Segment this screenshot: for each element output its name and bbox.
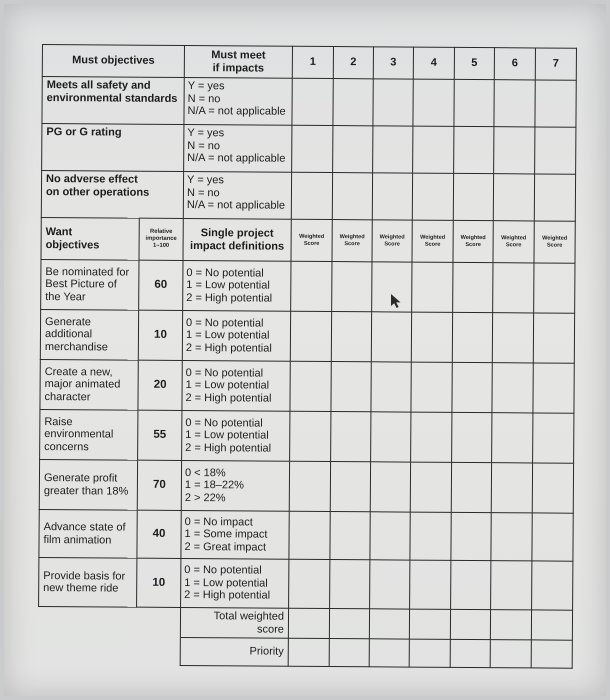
weighted-score-cell[interactable] [371,362,411,412]
weighted-score-cell[interactable] [533,313,574,363]
definition-line: 1 = Low potential [186,279,270,292]
weighted-score-line: Score [384,240,400,248]
project-number-4: 4 [413,47,454,79]
weighted-score-header [493,221,534,263]
must-objective-line: PG or G rating [46,126,122,139]
weighted-score-line: Score [465,241,481,248]
must-objective [42,77,184,125]
definition-line: Y = yes [187,80,225,93]
want-objective-line: Advance state of [43,521,126,534]
must-entry-cell[interactable] [494,127,535,174]
weighted-score-cell[interactable] [533,413,574,463]
weighted-score-line: Weighted [379,234,405,241]
weighted-score-cell[interactable] [533,363,574,413]
must-entry-cell[interactable] [413,79,454,126]
definition-line: N/A = not applicable [187,152,286,165]
definition-line: 2 > 22% [184,491,226,505]
weighted-score-cell[interactable] [291,261,332,311]
total-spacer [38,606,180,637]
want-objective [40,309,138,360]
weighted-score-cell[interactable] [331,312,371,362]
must-objective [41,171,183,219]
must-entry-cell[interactable] [453,173,493,220]
definition-line: 2 = Great impact [184,540,267,554]
weighted-score-cell[interactable] [491,513,532,561]
must-meet-header-line: if impacts [212,61,265,75]
must-entry-cell[interactable] [332,173,372,220]
definitions-header-line: Single project [200,227,274,240]
want-row [41,259,575,313]
want-objective [40,409,138,460]
want-row [39,557,573,610]
want-header-line: objectives [45,238,100,251]
weighted-score-cell[interactable] [370,560,410,609]
total-score-cell[interactable] [369,609,409,639]
definition-line: Y = yes [187,174,224,187]
project-number-3: 3 [373,47,413,79]
photo-background [4,4,606,696]
weighted-score-cell[interactable] [491,463,532,513]
must-entry-cell[interactable] [535,127,576,174]
weighted-score-cell[interactable] [491,561,532,610]
definitions-header-line: impact definitions [189,239,285,253]
must-meet-header [184,45,292,78]
weighted-score-cell[interactable] [330,560,370,609]
priority-cell[interactable] [531,640,572,668]
weighted-score-cell[interactable] [371,312,411,362]
definition-line: N = no [187,139,221,152]
priority-spacer [38,636,180,665]
want-objective-line: greater than 18% [43,484,129,498]
weighted-score-cell[interactable] [452,312,492,362]
weighted-score-line: Score [546,242,563,249]
want-objective [39,557,137,607]
want-objective-line: additional [44,328,93,341]
must-entry-cell[interactable] [292,125,333,172]
weighted-score-cell[interactable] [532,561,573,610]
priority-cell[interactable] [288,638,329,666]
definition-line: 1 = 18–22% [184,479,244,492]
definition-line: 2 = High potential [185,391,272,405]
must-entry-cell[interactable] [333,126,373,173]
weighted-score-cell[interactable] [412,262,453,312]
weighted-score-cell[interactable] [290,361,331,411]
priority-cell[interactable] [409,639,450,667]
weighted-score-cell[interactable] [451,462,491,512]
must-row [41,171,575,222]
weighted-score-cell[interactable] [332,262,372,312]
total-score-cell[interactable] [288,608,329,638]
impact-definitions [181,558,289,608]
must-header-row [42,45,576,81]
definition-line: 0 = No impact [184,515,253,529]
must-entry-cell[interactable] [494,80,535,127]
mouse-pointer-icon [390,293,404,309]
weighted-score-cell[interactable] [289,461,330,511]
definition-line: N/A = not applicable [186,199,286,212]
want-objective [41,259,139,310]
must-entry-cell[interactable] [292,78,333,125]
want-objectives-header [41,217,139,260]
weighted-score-cell[interactable] [330,512,370,560]
weighted-score-line: Weighted [299,233,325,240]
must-entry-cell[interactable] [291,172,332,219]
weighted-score-cell[interactable] [411,362,452,412]
priority-cell[interactable] [369,639,409,667]
weighted-score-cell[interactable] [532,513,573,561]
weighted-score-line: Weighted [542,235,568,242]
must-entry-cell[interactable] [454,126,494,173]
weighted-score-cell[interactable] [290,411,331,461]
must-entry-cell[interactable] [413,126,454,173]
definition-line: N = no [187,92,221,105]
weighted-score-cell[interactable] [411,412,452,462]
relative-importance-value: 10 [137,558,181,607]
weighted-score-cell[interactable] [330,462,370,512]
definition-line: 1 = Low potential [185,329,270,342]
want-row [39,509,573,561]
relative-importance-value: 20 [138,360,182,410]
project-number-6: 6 [494,48,535,80]
want-objective [39,509,137,558]
definition-line: N/A = not applicable [187,105,286,118]
weighted-score-cell[interactable] [411,312,452,362]
weighted-score-header [291,219,332,261]
project-number-1: 1 [292,46,333,78]
want-header-row [41,217,575,263]
must-definitions [184,124,292,172]
must-entry-cell[interactable] [535,80,576,127]
want-objective-line: new theme ride [43,582,119,595]
priority-cell[interactable] [329,639,369,667]
must-objectives-header: Must objectives [42,45,184,78]
must-definitions [183,171,291,219]
weighted-score-line: Score [303,240,320,247]
total-score-cell[interactable] [450,609,490,639]
must-row [42,124,576,175]
must-entry-cell[interactable] [372,173,412,220]
weighted-score-cell[interactable] [492,313,533,363]
want-row [39,459,573,513]
project-screening-matrix [38,44,577,669]
definition-line: 1 = Low potential [184,576,268,590]
priority-row [38,636,572,668]
must-objective-line: on other operations [45,185,150,199]
screening-matrix-sheet [38,44,576,669]
weighted-score-line: Score [505,241,522,248]
want-objective-line: character [44,390,91,404]
weighted-score-cell[interactable] [371,412,411,462]
must-objective [42,124,184,172]
weighted-score-line: Weighted [339,234,365,241]
weighted-score-cell[interactable] [452,412,492,462]
project-number-5: 5 [454,47,494,79]
weighted-score-cell[interactable] [451,512,491,560]
weighted-score-cell[interactable] [370,512,410,560]
impact-definitions [182,310,290,361]
weighted-score-line: Weighted [420,234,446,241]
weighted-score-cell[interactable] [289,559,330,608]
want-objective-line: environmental [44,428,114,441]
total-row [38,606,572,640]
relative-importance-value: 55 [138,410,182,460]
definition-line: 1 = Low potential [185,379,270,392]
importance-header-line: 1–100 [153,242,170,249]
weighted-score-cell[interactable] [492,413,533,463]
definition-line: 0 = No potential [186,316,264,330]
want-row [40,309,574,363]
weighted-score-cell[interactable] [493,263,534,313]
must-entry-cell[interactable] [493,174,534,221]
want-objective-line: Generate profit [43,472,118,485]
priority-cell[interactable] [490,640,531,668]
must-objective-line: Meets all safety and [46,79,151,92]
want-objective-line: Raise [44,415,73,428]
weighted-score-cell[interactable] [290,311,331,361]
impact-definitions [183,260,291,311]
weighted-score-line: Score [344,240,360,247]
relative-importance-value: 70 [137,460,181,510]
project-number-2: 2 [333,47,373,79]
must-entry-cell[interactable] [333,79,373,126]
weighted-score-cell[interactable] [410,512,451,560]
definition-line: 0 = No potential [186,266,264,280]
weighted-score-cell[interactable] [331,362,371,412]
weighted-score-header [534,221,575,263]
must-objective-line: environmental standards [46,91,178,105]
total-score-cell[interactable] [409,609,450,639]
must-entry-cell[interactable] [454,79,494,126]
want-objective-line: film animation [43,533,112,546]
relative-importance-value: 60 [139,260,183,310]
relative-importance-value: 10 [138,310,182,360]
must-row [42,77,576,128]
want-objective-line: the Year [45,290,86,304]
weighted-score-cell[interactable] [289,511,330,559]
must-entry-cell[interactable] [373,79,413,126]
want-objective-line: Provide basis for [43,569,126,583]
weighted-score-line: Weighted [460,234,486,242]
must-objective-line: No adverse effect [46,173,138,186]
definition-line: 2 = High potential [186,291,273,305]
weighted-score-cell[interactable] [410,560,451,609]
want-objective-line: major animated [44,378,121,391]
definition-line: 0 = No potential [185,366,264,380]
weighted-score-header [332,220,372,262]
want-objective-line: Generate [45,315,91,329]
want-objective-line: Create a new, [44,365,113,379]
total-weighted-score-label: Total weighted score [180,607,288,638]
must-entry-cell[interactable] [412,173,453,220]
weighted-score-line: Score [424,241,441,248]
weighted-score-cell[interactable] [452,362,492,412]
want-objective-line: Be nominated for [45,265,130,279]
weighted-score-cell[interactable] [492,363,533,413]
want-objective-line: concerns [44,440,89,454]
definition-line: N = no [186,186,220,199]
want-row [40,359,574,413]
definition-line: 0 < 18% [184,466,226,480]
relative-importance-value: 40 [137,510,181,558]
want-objective-line: Best Picture of [45,278,117,291]
total-score-cell[interactable] [531,610,572,640]
want-row [40,409,574,463]
total-score-cell[interactable] [329,609,369,639]
definition-line: 0 = No potential [185,416,263,430]
want-objective-line: merchandise [44,340,108,354]
impact-definitions [182,360,290,411]
weighted-score-cell[interactable] [534,263,575,313]
impact-definitions [181,460,289,511]
weighted-score-cell[interactable] [453,262,493,312]
want-header-line: Want [45,226,73,239]
definition-line: 2 = High potential [185,341,272,355]
weighted-score-line: Weighted [501,235,527,242]
priority-label: Priority [180,637,288,666]
weighted-score-header [453,220,493,262]
weighted-score-header [372,220,412,262]
must-definitions [184,77,292,125]
definition-line: 1 = Low potential [185,429,269,442]
priority-cell[interactable] [450,639,490,667]
definition-line: 2 = High potential [185,441,272,455]
impact-definitions-header [183,218,291,261]
weighted-score-cell[interactable] [370,462,410,512]
must-entry-cell[interactable] [534,174,575,221]
total-score-cell[interactable] [490,610,531,640]
weighted-score-cell[interactable] [331,412,371,462]
definition-line: 0 = No potential [184,564,262,577]
impact-definitions [181,510,289,559]
weighted-score-cell[interactable] [451,560,491,609]
must-meet-header-line: Must meet [211,49,266,62]
must-entry-cell[interactable] [373,126,413,173]
relative-importance-header [139,218,183,260]
weighted-score-cell[interactable] [532,463,573,513]
want-objective [40,359,138,410]
weighted-score-cell[interactable] [410,462,451,512]
project-number-7: 7 [535,48,576,80]
definition-line: 2 = High potential [184,589,271,602]
definition-line: Y = yes [187,127,225,140]
weighted-score-header [412,220,453,262]
definition-line: 1 = Some impact [184,528,268,541]
importance-header-line: importance [145,235,177,242]
impact-definitions [182,410,290,461]
want-objective [39,459,137,510]
importance-header-line: Relative [150,228,173,235]
